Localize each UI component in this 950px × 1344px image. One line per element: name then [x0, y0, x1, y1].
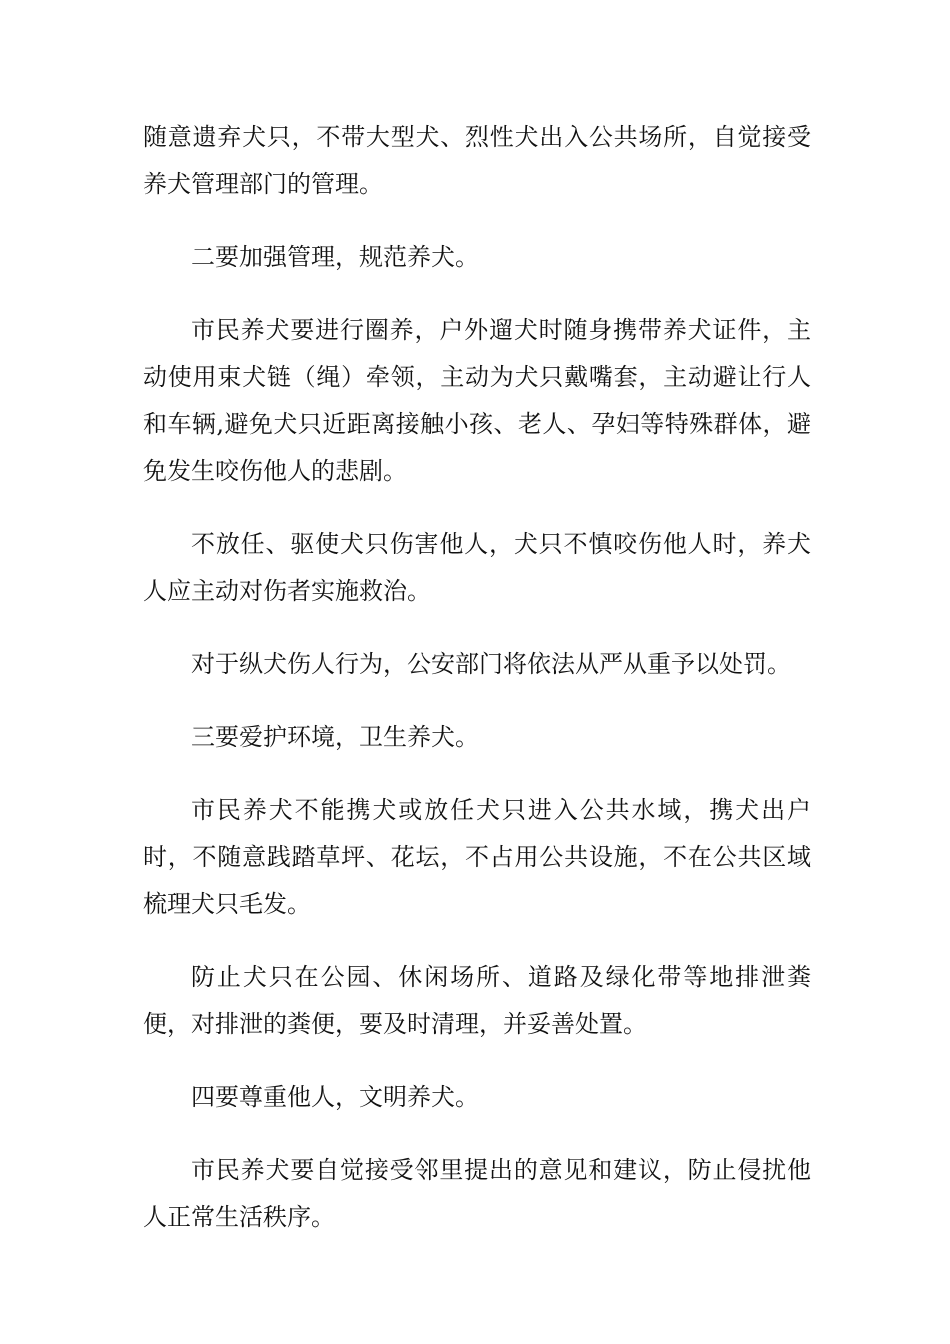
- paragraph-gap: [143, 928, 811, 954]
- paragraph: 防止犬只在公园、休闲场所、道路及绿化带等地排泄粪便，对排泄的粪便，要及时清理，并妥善处置。: [143, 963, 811, 1038]
- paragraph-gap: [143, 281, 811, 307]
- paragraph-gap: [143, 1048, 811, 1074]
- paragraph-gap: [143, 208, 811, 234]
- paragraph-gap: [143, 615, 811, 641]
- paragraph: 对于纵犬伤人行为，公安部门将依法从严从重予以处罚。: [191, 650, 791, 678]
- paragraph: 市民养犬不能携犬或放任犬只进入公共水域，携犬出户时，不随意践踏草坪、花坛，不占用公共设施，不在公共区域梳理犬只毛发。: [143, 796, 811, 918]
- section-heading-3: 三要爱护环境，卫生养犬。: [191, 723, 479, 751]
- paragraph-gap: [143, 688, 811, 714]
- paragraph: 市民养犬要自觉接受邻里提出的意见和建议，防止侵扰他人正常生活秩序。: [143, 1156, 811, 1231]
- paragraph-gap: [143, 495, 811, 521]
- paragraph-gap: [143, 761, 811, 787]
- section-heading-2: 二要加强管理，规范养犬。: [191, 243, 479, 271]
- document-page: [143, 114, 811, 1241]
- section-heading-4: 四要尊重他人，文明养犬。: [191, 1083, 479, 1111]
- paragraph: 不放任、驱使犬只伤害他人，犬只不慎咬伤他人时，养犬人应主动对伤者实施救治。: [143, 530, 811, 605]
- paragraph-gap: [143, 1121, 811, 1147]
- paragraph: 市民养犬要进行圈养，户外遛犬时随身携带养犬证件，主动使用束犬链（绳）牵领，主动为犬只戴嘴套，主动避让行人和车辆,避免犬只近距离接触小孩、老人、孕妇等特殊群体，避免发生咬伤他人的悲剧。: [143, 316, 811, 485]
- paragraph-continuation: 随意遗弃犬只，不带大型犬、烈性犬出入公共场所，自觉接受养犬管理部门的管理。: [143, 123, 811, 198]
